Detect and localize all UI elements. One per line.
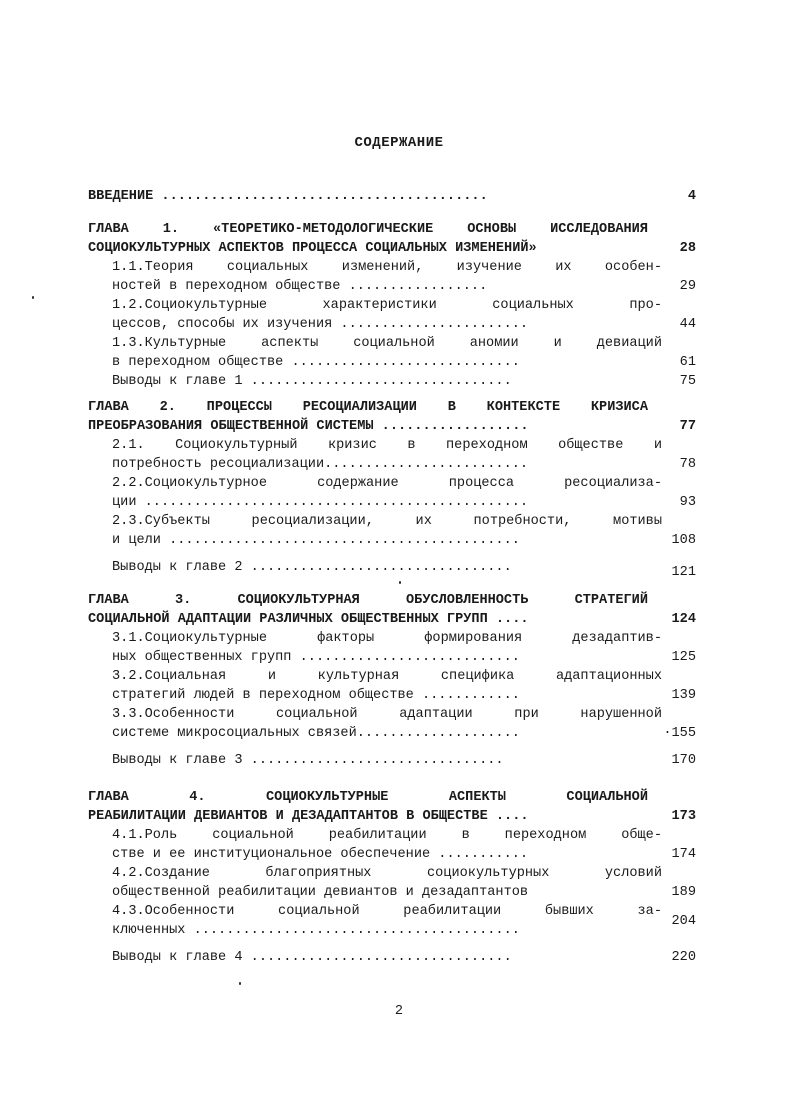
conclusion-line: Выводы к главе 1 ................................ xyxy=(112,374,512,389)
section-line: 2.1. Социокультурный кризис в переходном обществе и xyxy=(112,438,662,453)
section-page: 174 xyxy=(671,847,696,862)
section-page: 93 xyxy=(679,495,696,510)
chapter-page: 28 xyxy=(679,241,696,256)
chapter-page: 173 xyxy=(671,809,696,824)
section-line: стве и ее институциональное обеспечение ........... xyxy=(112,847,529,862)
scan-speck xyxy=(239,982,241,985)
chapter-heading: ГЛАВА 1. «ТЕОРЕТИКО-МЕТОДОЛОГИЧЕСКИЕ ОСНОВЫ ИССЛЕДОВАНИЯ xyxy=(88,222,648,237)
section-page: 108 xyxy=(671,533,696,548)
section-page: 78 xyxy=(679,457,696,472)
section-line: общественной реабилитации девиантов и дезадаптантов xyxy=(112,885,529,900)
section-page: 29 xyxy=(679,279,696,294)
page-title: СОДЕРЖАНИЕ xyxy=(354,135,444,151)
section-line: и цели ........................................... xyxy=(112,533,520,548)
chapter-heading: СОЦИОКУЛЬТУРНЫХ АСПЕКТОВ ПРОЦЕССА СОЦИАЛЬНЫХ ИЗМЕНЕНИЙ» xyxy=(88,241,537,256)
section-line: в переходном обществе ............................ xyxy=(112,355,520,370)
section-page: 220 xyxy=(671,950,696,965)
section-page: 121 xyxy=(671,565,696,580)
section-line: 1.2.Социокультурные характеристики социальных про- xyxy=(112,298,662,313)
toc-intro[interactable] xyxy=(86,187,696,206)
chapter-heading: ПРЕОБРАЗОВАНИЯ ОБЩЕСТВЕННОЙ СИСТЕМЫ .................. xyxy=(88,419,529,434)
toc-chapter-2[interactable] xyxy=(86,398,696,580)
section-page: 61 xyxy=(679,355,696,370)
intro-page: 4 xyxy=(687,189,696,204)
section-line: 4.3.Особенности социальной реабилитации бывших за- xyxy=(112,904,662,919)
conclusion-line: Выводы к главе 3 ............................... xyxy=(112,753,504,768)
section-line: 1.3.Культурные аспекты социальной аномии и девиаций xyxy=(112,336,662,351)
section-page: 75 xyxy=(679,374,696,389)
chapter-page: 124 xyxy=(671,612,696,627)
section-line: 3.1.Социокультурные факторы формирования дезадаптив- xyxy=(112,631,662,646)
section-page: 170 xyxy=(671,753,696,768)
section-page: 204 xyxy=(671,914,696,929)
section-line: 2.2.Социокультурное содержание процесса ресоциализа- xyxy=(112,476,662,491)
chapter-heading: ГЛАВА 4. СОЦИОКУЛЬТУРНЫЕ АСПЕКТЫ СОЦИАЛЬНОЙ xyxy=(88,790,648,805)
conclusion-line: Выводы к главе 4 ................................ xyxy=(112,950,512,965)
section-line: ключенных ........................................ xyxy=(112,923,520,938)
section-line: 4.2.Создание благоприятных социокультурных условий xyxy=(112,866,662,881)
section-line: 2.3.Субъекты ресоциализации, их потребности, мотивы xyxy=(112,514,662,529)
section-line: 1.1.Теория социальных изменений, изучение их особен- xyxy=(112,260,662,275)
section-page: 139 xyxy=(671,688,696,703)
scan-speck xyxy=(399,581,401,584)
toc-chapter-4[interactable] xyxy=(86,788,696,967)
section-line: системе микросоциальных связей.................... xyxy=(112,726,520,741)
conclusion-line: Выводы к главе 2 ................................ xyxy=(112,560,512,575)
section-line: 4.1.Роль социальной реабилитации в переходном обще- xyxy=(112,828,662,843)
section-line: потребность ресоциализации......................... xyxy=(112,457,529,472)
chapter-heading: СОЦИАЛЬНОЙ АДАПТАЦИИ РАЗЛИЧНЫХ ОБЩЕСТВЕННЫХ ГРУПП .... xyxy=(88,612,529,627)
section-line: цессов, способы их изучения ....................... xyxy=(112,317,529,332)
page-number: 2 xyxy=(394,1004,404,1019)
intro-label: ВВЕДЕНИЕ ........................................ xyxy=(88,189,488,204)
chapter-heading: РЕАБИЛИТАЦИИ ДЕВИАНТОВ И ДЕЗАДАПТАНТОВ В ОБЩЕСТВЕ .... xyxy=(88,809,529,824)
section-line: 3.2.Социальная и культурная специфика адаптационных xyxy=(112,669,662,684)
chapter-heading: ГЛАВА 2. ПРОЦЕССЫ РЕСОЦИАЛИЗАЦИИ В КОНТЕКСТЕ КРИЗИСА xyxy=(88,400,648,415)
chapter-page: 77 xyxy=(679,419,696,434)
toc-chapter-3[interactable] xyxy=(86,591,696,770)
scan-speck xyxy=(32,296,34,299)
section-page: 189 xyxy=(671,885,696,900)
section-line: 3.3.Особенности социальной адаптации при нарушенной xyxy=(112,707,662,722)
toc-chapter-1[interactable] xyxy=(86,220,696,391)
section-line: ции ............................................... xyxy=(112,495,529,510)
section-line: стратегий людей в переходном обществе ............ xyxy=(112,688,520,703)
section-line: ностей в переходном обществе ................. xyxy=(112,279,488,294)
section-page: ·155 xyxy=(663,726,696,741)
chapter-heading: ГЛАВА 3. СОЦИОКУЛЬТУРНАЯ ОБУСЛОВЛЕННОСТЬ СТРАТЕГИЙ xyxy=(88,593,648,608)
section-line: ных общественных групп ........................... xyxy=(112,650,520,665)
section-page: 44 xyxy=(679,317,696,332)
section-page: 125 xyxy=(671,650,696,665)
